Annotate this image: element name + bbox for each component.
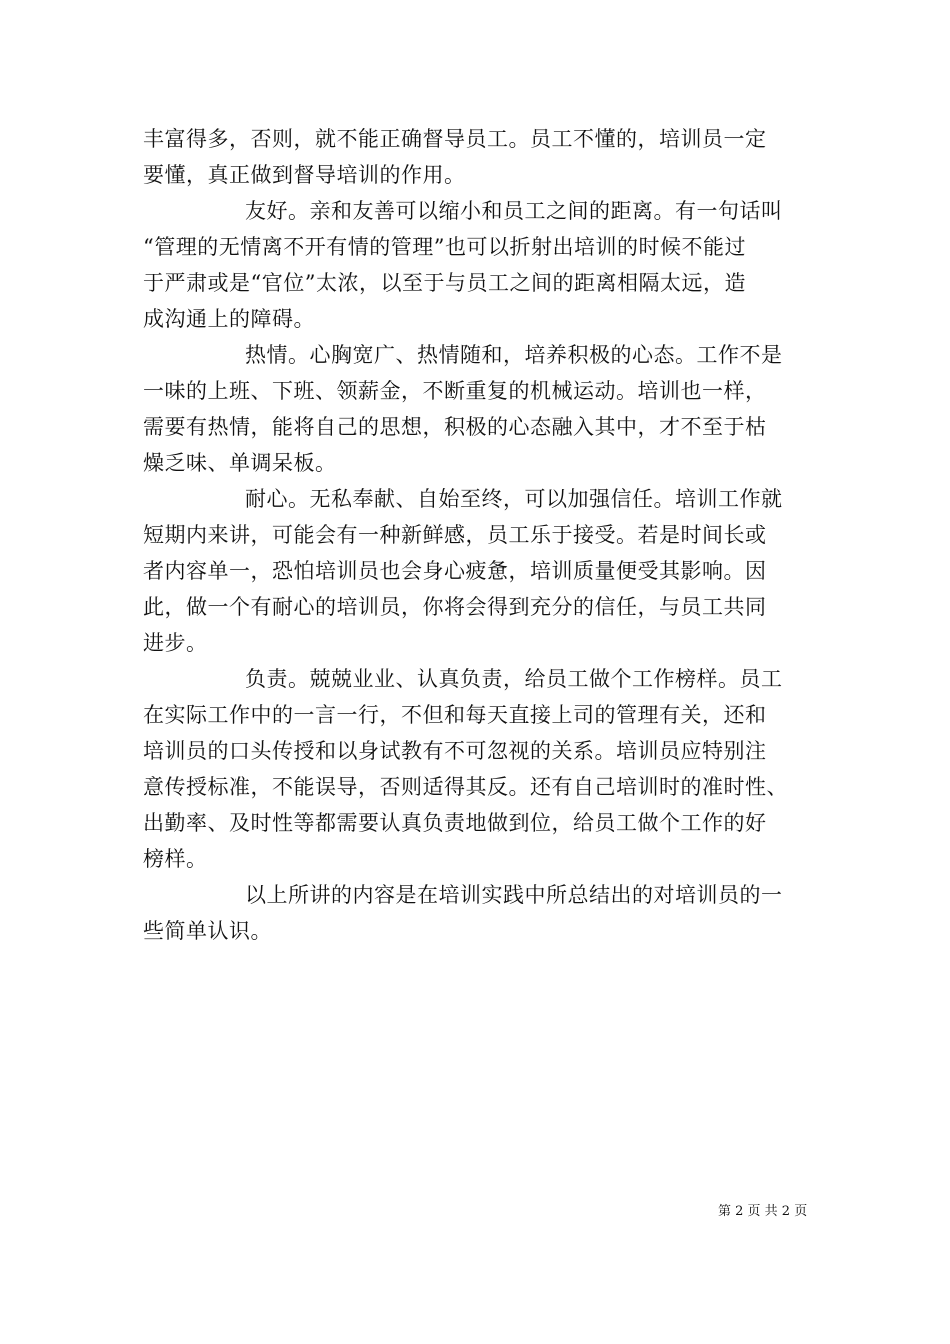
body-line: 些简单认识。 [143,919,272,943]
document-body [143,121,815,949]
body-line: 燥乏味、单调呆板。 [143,451,337,475]
paragraph-friendly-start: 友好。亲和友善可以缩小和员工之间的距离。有一句话叫 [245,199,783,223]
paragraph-responsibility-start: 负责。兢兢业业、认真负责，给员工做个工作榜样。员工 [245,667,783,691]
page-number-footer: 第 2 页 共 2 页 [718,1204,808,1219]
body-line: 在实际工作中的一言一行，不但和每天直接上司的管理有关，还和 [143,703,767,727]
body-line: 培训员的口头传授和以身试教有不可忽视的关系。培训员应特别注 [143,739,767,763]
body-line: 榜样。 [143,847,208,871]
body-line: 者内容单一，恐怕培训员也会身心疲惫，培训质量便受其影响。因 [143,559,767,583]
paragraph-enthusiasm-start: 热情。心胸宽广、热情随和，培养积极的心态。工作不是 [245,343,783,367]
body-line: “管理的无情离不开有情的管理”也可以折射出培训的时候不能过 [143,235,746,259]
body-line: 一味的上班、下班、领薪金，不断重复的机械运动。培训也一样， [143,379,767,403]
body-line: 短期内来讲，可能会有一种新鲜感，员工乐于接受。若是时间长或 [143,523,767,547]
body-line: 进步。 [143,631,208,655]
body-line: 意传授标准，不能误导，否则适得其反。还有自己培训时的准时性、 [143,775,788,799]
body-line: 要懂，真正做到督导培训的作用。 [143,163,466,187]
body-line: 出勤率、及时性等都需要认真负责地做到位，给员工做个工作的好 [143,811,767,835]
body-line: 成沟通上的障碍。 [143,307,315,331]
paragraph-patience-start: 耐心。无私奉献、自始至终，可以加强信任。培训工作就 [245,487,783,511]
body-line: 此，做一个有耐心的培训员，你将会得到充分的信任，与员工共同 [143,595,767,619]
body-line: 于严肃或是“官位”太浓，以至于与员工之间的距离相隔太远，造 [143,271,746,295]
body-line: 需要有热情，能将自己的思想，积极的心态融入其中，才不至于枯 [143,415,767,439]
paragraph-conclusion-start: 以上所讲的内容是在培训实践中所总结出的对培训员的一 [245,883,783,907]
body-line: 丰富得多，否则，就不能正确督导员工。员工不懂的，培训员一定 [143,127,767,151]
